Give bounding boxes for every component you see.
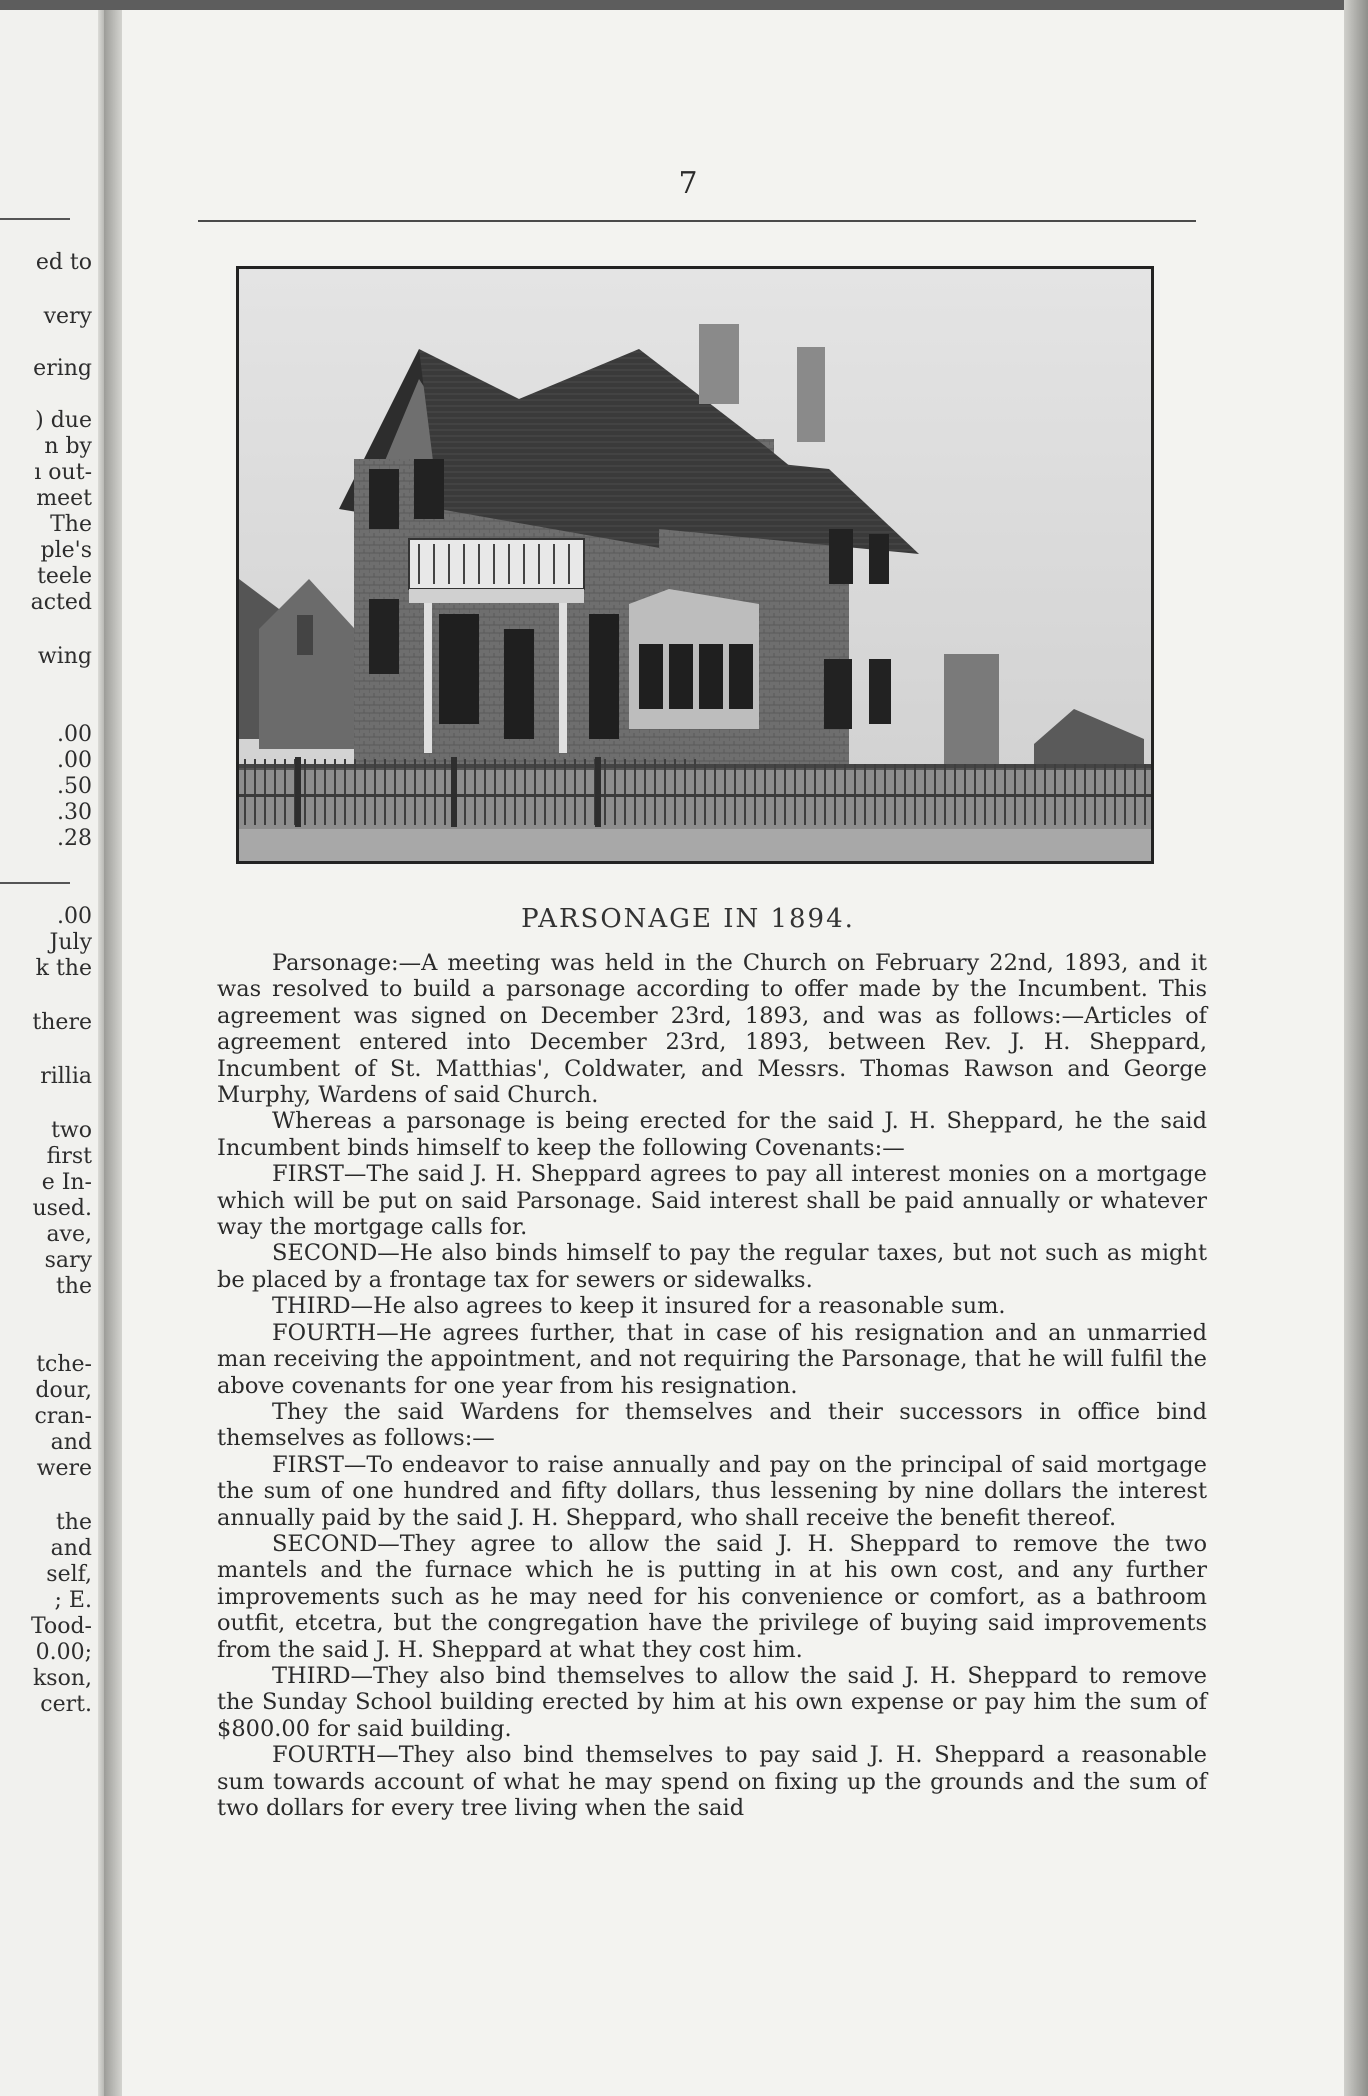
paragraph: THIRD—They also bind themselves to allow the said J. H. Sheppard to remove the Sunday School building erected by him at his own expense or pay him the sum of $800.00 for said building.	[217, 1662, 1207, 1742]
facing-page-line: there	[32, 1010, 92, 1035]
paragraph: FIRST—To endeavor to raise annually and pay on the principal of said mortgage the sum of one hundred and fifty dollars, thus lessening by nine dollars the interest annually paid by the said J. H. Sheppard, who shall receive the benefit thereof.	[217, 1451, 1207, 1531]
paragraph: Whereas a parsonage is being erected for the said J. H. Sheppard, he the said Incumbent binds himself to keep the following Covenants:—	[217, 1108, 1207, 1161]
paragraph: Parsonage:—A meeting was held in the Church on February 22nd, 1893, and it was resolved to build a parsonage according to offer made by the Incumbent. This agreement was signed on December 23rd, 1893, and was as follows:—Articles of agreement entered into December 23rd, 1893, between Rev. J. H. Sheppard, Incumbent of St. Matthias', Coldwater, and Messrs. Thomas Rawson and George Murphy, Wardens of said Church.	[217, 950, 1207, 1109]
paragraph: FIRST—The said J. H. Sheppard agrees to pay all interest monies on a mortgage which will be put on said Parsonage. Said interest shall be paid annually or whatever way the mortgage calls for.	[217, 1161, 1207, 1241]
facing-page-line: tche-	[36, 1352, 92, 1377]
facing-page-line: The	[50, 512, 92, 537]
facing-page-line: n by	[44, 434, 92, 459]
facing-page-rule	[0, 218, 70, 220]
facing-page-line: ı out-	[34, 460, 92, 485]
facing-page-line: rillia	[40, 1064, 92, 1089]
facing-page-line: k the	[35, 956, 92, 981]
facing-page-rule	[0, 882, 70, 884]
facing-page-line: the	[55, 1274, 92, 1299]
facing-page-line: teele	[37, 564, 92, 589]
facing-page-line: .28	[57, 826, 92, 851]
facing-page-line: e In-	[41, 1170, 92, 1195]
facing-page-line: .00	[57, 722, 92, 747]
facing-page	[0, 10, 104, 2096]
facing-page-line: ave,	[46, 1222, 92, 1247]
facing-page-line: ) due	[35, 408, 92, 433]
facing-page-line: ering	[33, 356, 92, 381]
page-edge-shadow	[1344, 0, 1368, 2096]
facing-page-line: wing	[37, 644, 92, 669]
photo-caption: PARSONAGE IN 1894.	[521, 904, 855, 934]
house-photo-icon	[239, 269, 1151, 861]
page-number: 7	[678, 166, 698, 201]
facing-page-line: self,	[46, 1562, 92, 1587]
facing-page-line: cran-	[34, 1404, 92, 1429]
facing-page-line: the	[55, 1510, 92, 1535]
facing-page-line: dour,	[35, 1378, 92, 1403]
facing-page-line: kson,	[32, 1666, 92, 1691]
facing-page-line: two	[51, 1118, 92, 1143]
facing-page-line: meet	[36, 486, 92, 511]
facing-page-line: ed to	[35, 250, 92, 275]
body-text	[217, 950, 1207, 1821]
paragraph: They the said Wardens for themselves and their successors in office bind themselves as follows:—	[217, 1398, 1207, 1452]
paragraph: FOURTH—They also bind themselves to pay said J. H. Sheppard a reasonable sum towards account of what he may spend on fixing up the grounds and the sum of two dollars for every tree living when the said	[217, 1742, 1207, 1821]
facing-page-line: .30	[57, 800, 92, 825]
facing-page-line: .50	[57, 774, 92, 799]
facing-page-line: used.	[32, 1196, 92, 1221]
facing-page-line: were	[36, 1456, 92, 1481]
facing-page-line: .00	[57, 904, 92, 929]
facing-page-line: and	[50, 1536, 92, 1561]
facing-page-line: July	[49, 930, 92, 955]
facing-page-line: sary	[44, 1248, 92, 1273]
facing-page-line: ple's	[40, 538, 92, 563]
paragraph: FOURTH—He agrees further, that in case of his resignation and an unmarried man receiving the appointment, and not requiring the Parsonage, that he will fulfil the above covenants for one year from his resignation.	[217, 1319, 1207, 1399]
paragraph: SECOND—He also binds himself to pay the regular taxes, but not such as might be placed by a frontage tax for sewers or sidewalks.	[217, 1240, 1207, 1293]
header-rule	[198, 220, 1196, 222]
facing-page-line: cert.	[40, 1692, 92, 1717]
facing-page-line: very	[43, 304, 92, 329]
facing-page-line: 0.00;	[35, 1640, 92, 1665]
facing-page-line: and	[50, 1430, 92, 1455]
book-gutter	[104, 10, 124, 2096]
facing-page-line: acted	[30, 590, 92, 615]
paragraph: THIRD—He also agrees to keep it insured for a reasonable sum.	[272, 1293, 1006, 1320]
facing-page-line: ; E.	[54, 1588, 92, 1613]
paragraph: SECOND—They agree to allow the said J. H. Sheppard to remove the two mantels and the furnace which he is putting in at his own cost, and any further improvements such as he may need for his convenience or comfort, as a bathroom outfit, etcetra, but the congregation have the privilege of buying said improvements from the said J. H. Sheppard at what they cost him.	[217, 1530, 1207, 1663]
facing-page-line: Tood-	[31, 1614, 92, 1639]
facing-page-line: first	[46, 1144, 92, 1169]
facing-page-line: .00	[57, 748, 92, 773]
parsonage-photo	[236, 266, 1154, 864]
